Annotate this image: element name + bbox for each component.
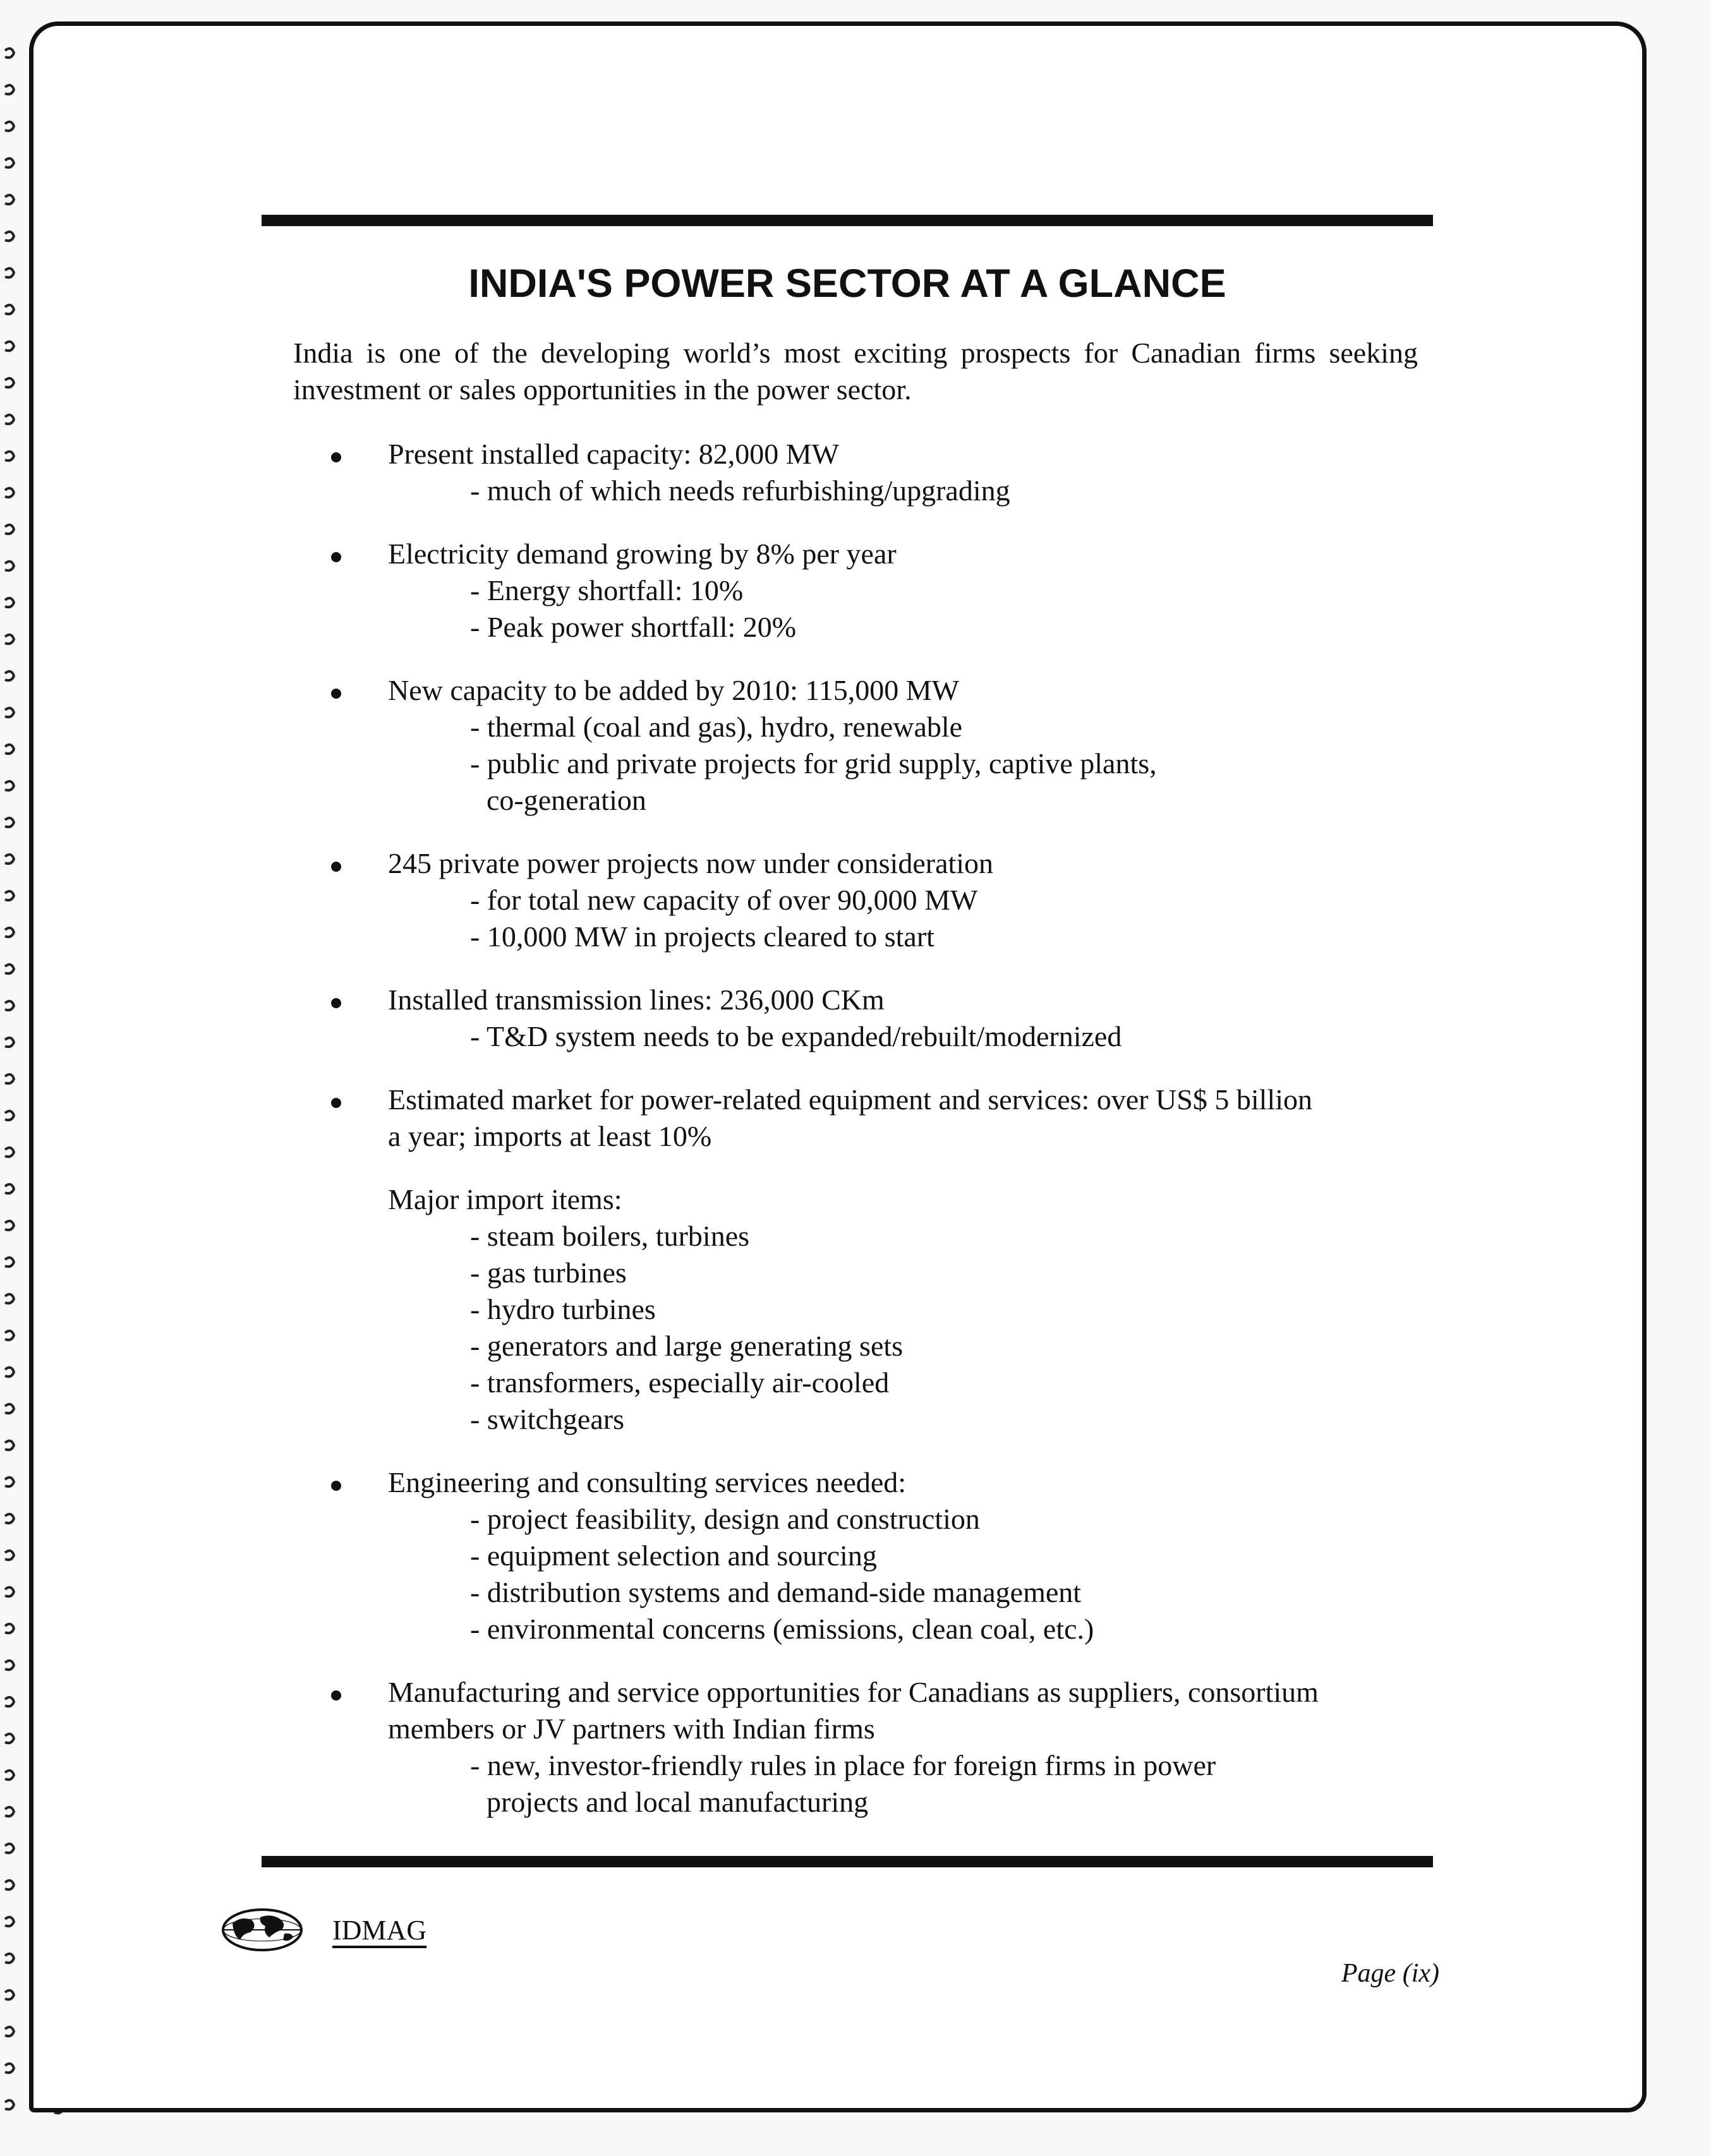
binding-ring <box>5 1111 14 1120</box>
binding-ring <box>5 928 14 937</box>
document-body <box>262 335 1418 1847</box>
bullet-new-capacity <box>262 672 1418 819</box>
sub-item: - project feasibility, design and construction <box>470 1503 980 1535</box>
bullet-text: Manufacturing and service opportunities for Canadians as suppliers, consortium <box>388 1676 1319 1708</box>
binding-ring <box>5 305 14 314</box>
binding-ring <box>5 1844 14 1853</box>
footer-brand: IDMAG <box>332 1915 427 1946</box>
sub-item: - environmental concerns (emissions, clean coal, etc.) <box>470 1613 1094 1645</box>
binding-ring <box>5 1881 14 1889</box>
bullet-installed-capacity <box>262 436 1418 509</box>
binding-ring <box>5 195 14 204</box>
bullet-icon <box>331 552 341 562</box>
sub-item: - Peak power shortfall: 20% <box>470 611 797 643</box>
sub-item: - Energy shortfall: 10% <box>470 574 744 606</box>
bullet-text: New capacity to be added by 2010: 115,000 MW <box>388 674 960 706</box>
binding-ring <box>5 1514 14 1523</box>
bullet-text: Engineering and consulting services needed: <box>388 1466 907 1498</box>
sub-item: - much of which needs refurbishing/upgrading <box>470 474 1010 507</box>
bullet-icon <box>331 862 341 872</box>
sub-item: - hydro turbines <box>470 1293 656 1325</box>
bullet-text-continuation: a year; imports at least 10% <box>388 1120 712 1152</box>
binding-ring <box>5 452 14 461</box>
bullet-icon <box>331 1690 341 1701</box>
binding-ring <box>5 1038 14 1047</box>
binding-ring <box>5 1075 14 1083</box>
binding-ring <box>5 1771 14 1780</box>
binding-ring <box>5 1148 14 1157</box>
bullet-icon <box>331 1481 341 1491</box>
binding-ring <box>5 1331 14 1340</box>
sub-item: - switchgears <box>470 1403 624 1435</box>
binding-ring <box>5 378 14 387</box>
sub-item-continuation: projects and local manufacturing <box>487 1786 869 1818</box>
bullet-icon <box>331 452 341 462</box>
binding-ring <box>5 232 14 241</box>
binding-ring <box>5 598 14 607</box>
intro-paragraph: India is one of the developing world’s most exciting prospects for Canadian firms seeking investment or sales opportunities in the power sector. <box>293 337 1418 406</box>
binding-ring <box>5 1404 14 1413</box>
binding-ring <box>5 1624 14 1633</box>
import-items-heading: Major import items: <box>388 1183 622 1215</box>
binding-ring <box>5 1441 14 1450</box>
binding-ring <box>5 2100 14 2109</box>
page-title: INDIA'S POWER SECTOR AT A GLANCE <box>468 262 1226 306</box>
binding-ring <box>5 1697 14 1706</box>
binding-ring <box>5 122 14 131</box>
binding-ring <box>5 1294 14 1303</box>
binding-ring <box>5 415 14 424</box>
sub-item: - new, investor-friendly rules in place for foreign firms in power <box>470 1749 1216 1781</box>
bullet-text: Installed transmission lines: 236,000 CKm <box>388 984 885 1016</box>
binding-ring <box>5 525 14 534</box>
binding-ring <box>5 891 14 900</box>
bullet-private-projects <box>262 845 1418 955</box>
sub-item: - thermal (coal and gas), hydro, renewable <box>470 711 963 743</box>
sub-item-continuation: co-generation <box>487 784 646 816</box>
binding-ring <box>5 85 14 94</box>
binding-ring <box>5 635 14 644</box>
sub-item: - for total new capacity of over 90,000 MW <box>470 884 978 916</box>
bullet-icon <box>331 998 341 1008</box>
binding-ring <box>5 1734 14 1743</box>
binding-ring <box>5 1587 14 1596</box>
sub-item: - generators and large generating sets <box>470 1330 904 1362</box>
sub-item: - transformers, especially air-cooled <box>470 1366 890 1399</box>
sub-item: - public and private projects for grid supply, captive plants, <box>470 747 1157 780</box>
binding-ring <box>5 745 14 754</box>
binding-ring <box>5 1807 14 1816</box>
binding-ring <box>5 159 14 167</box>
binding-ring <box>5 488 14 497</box>
binding-ring <box>5 965 14 973</box>
binding-ring <box>5 781 14 790</box>
bullet-transmission-lines <box>262 982 1418 1055</box>
bullet-text: 245 private power projects now under consideration <box>388 847 994 879</box>
binding-ring <box>5 1954 14 1963</box>
page-number: Page (ix) <box>1341 1959 1439 1988</box>
bullet-icon <box>331 1098 341 1108</box>
binding-ring <box>5 818 14 827</box>
binding-ring <box>5 1661 14 1670</box>
bullet-text: Estimated market for power-related equipment and services: over US$ 5 billion <box>388 1083 1312 1116</box>
binding-ring <box>5 708 14 717</box>
binding-ring <box>5 1184 14 1193</box>
binding-ring <box>5 2064 14 2073</box>
binding-ring <box>5 268 14 277</box>
binding-ring <box>5 855 14 864</box>
bullet-demand-growth <box>262 536 1418 646</box>
binding-ring <box>5 1551 14 1560</box>
binding-ring <box>5 1221 14 1230</box>
binding-ring <box>5 562 14 570</box>
binding-ring <box>5 1001 14 1010</box>
bullet-manufacturing-opportunities <box>262 1674 1418 1821</box>
sub-item: - steam boilers, turbines <box>470 1220 750 1252</box>
binding-ring <box>5 342 14 351</box>
binding-ring <box>5 1917 14 1926</box>
bullet-text-continuation: members or JV partners with Indian firms <box>388 1713 875 1745</box>
top-rule <box>262 215 1433 226</box>
globe-logo-icon <box>221 1905 303 1955</box>
binding-ring <box>5 2027 14 2036</box>
sub-item: - distribution systems and demand-side management <box>470 1576 1082 1608</box>
binding-ring <box>5 49 14 57</box>
bullet-icon <box>331 689 341 699</box>
binding-ring <box>5 1990 14 1999</box>
binding-ring <box>5 1258 14 1267</box>
binding-ring <box>5 1478 14 1486</box>
binding-ring <box>5 1368 14 1376</box>
sub-item: - gas turbines <box>470 1256 627 1289</box>
bullet-engineering-services <box>262 1464 1418 1647</box>
bullet-text: Present installed capacity: 82,000 MW <box>388 438 840 470</box>
sub-item: - T&D system needs to be expanded/rebuilt/modernized <box>470 1020 1122 1052</box>
binding-ring <box>5 671 14 680</box>
bullet-text: Electricity demand growing by 8% per year <box>388 538 897 570</box>
bottom-rule <box>262 1856 1433 1867</box>
sub-item: - 10,000 MW in projects cleared to start <box>470 920 934 953</box>
sub-item: - equipment selection and sourcing <box>470 1539 877 1572</box>
bullet-market-estimate <box>262 1081 1418 1438</box>
